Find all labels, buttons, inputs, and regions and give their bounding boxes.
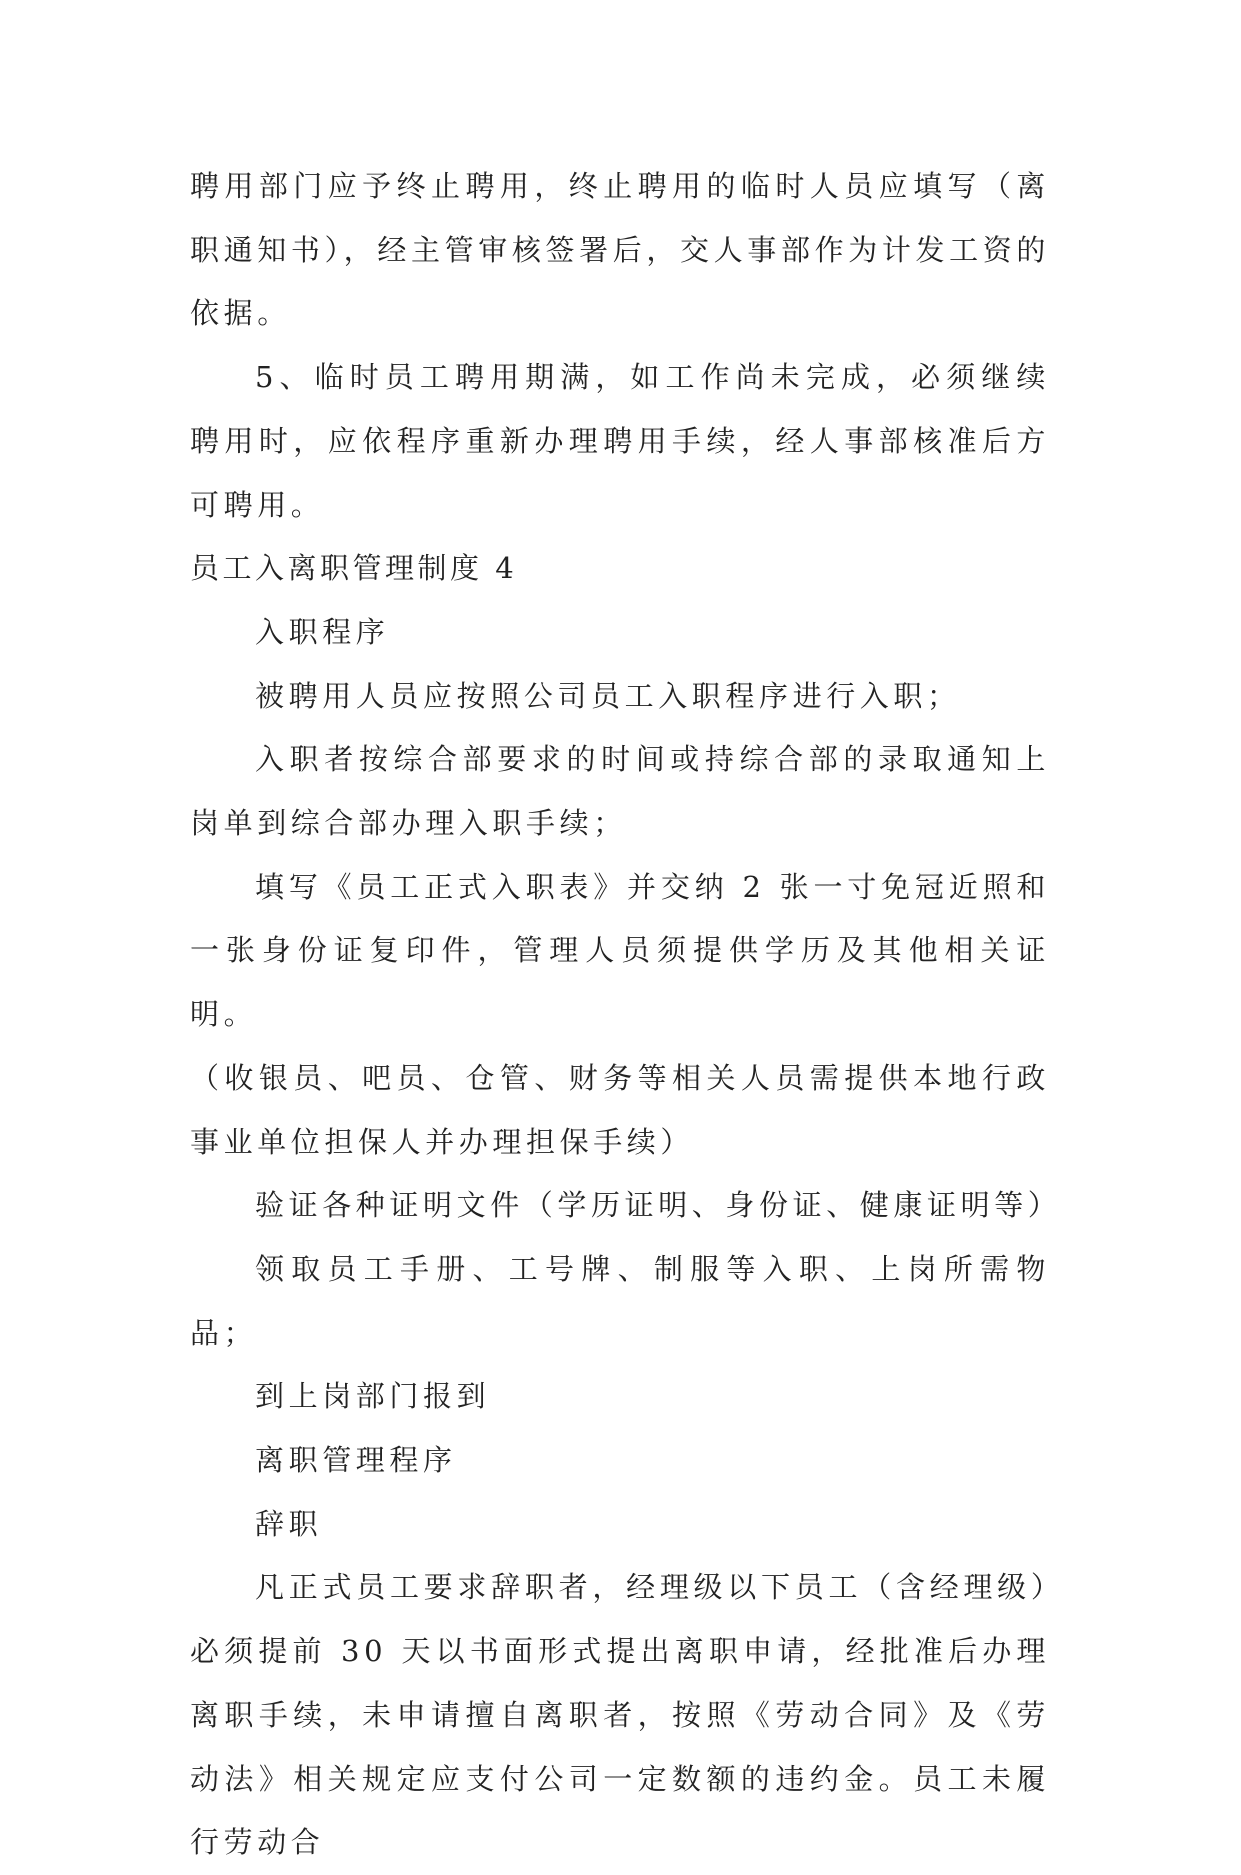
paragraph-onboarding-3: 填写《员工正式入职表》并交纳 2 张一寸免冠近照和一张身份证复印件，管理人员须提供学历及其他相关证明。	[190, 869, 1050, 1032]
paragraph-contract-renewal: 5、临时员工聘用期满，如工作尚未完成，必须继续聘用时，应依程序重新办理聘用手续，经人事部核准后方可聘用。	[190, 360, 1050, 522]
paragraph-resignation: 凡正式员工要求辞职者，经理级以下员工（含经理级）必须提前 30 天以书面形式提出离职申请，经批准后办理离职手续，未申请擅自离职者，按照《劳动合同》及《劳动法》相关规定应支付公司一定数额的违约金。员工未履行劳动合	[190, 1570, 1050, 1860]
subheading-offboarding: 离职管理程序	[255, 1443, 457, 1478]
section-heading: 员工入离职管理制度 4	[190, 551, 518, 586]
paragraph-onboarding-1: 被聘用人员应按照公司员工入职程序进行入职；	[255, 678, 961, 713]
subheading-resignation: 辞职	[255, 1506, 323, 1541]
subheading-onboarding: 入职程序	[255, 614, 390, 649]
paragraph-onboarding-2: 入职者按综合部要求的时间或持综合部的录取通知上岗单到综合部办理入职手续；	[190, 742, 1050, 841]
document-body	[190, 155, 1062, 1875]
paragraph-onboarding-items: 领取员工手册、工号牌、制服等入职、上岗所需物品；	[190, 1251, 1050, 1350]
paragraph-onboarding-guarantor: （收银员、吧员、仓管、财务等相关人员需提供本地行政事业单位担保人并办理担保手续）	[190, 1060, 1050, 1159]
paragraph-onboarding-verify: 验证各种证明文件（学历证明、身份证、健康证明等）	[255, 1188, 1062, 1223]
paragraph-onboarding-report: 到上岗部门报到	[255, 1379, 491, 1414]
paragraph-termination-notice: 聘用部门应予终止聘用，终止聘用的临时人员应填写（离职通知书），经主管审核签署后，交人事部作为计发工资的依据。	[190, 169, 1050, 331]
